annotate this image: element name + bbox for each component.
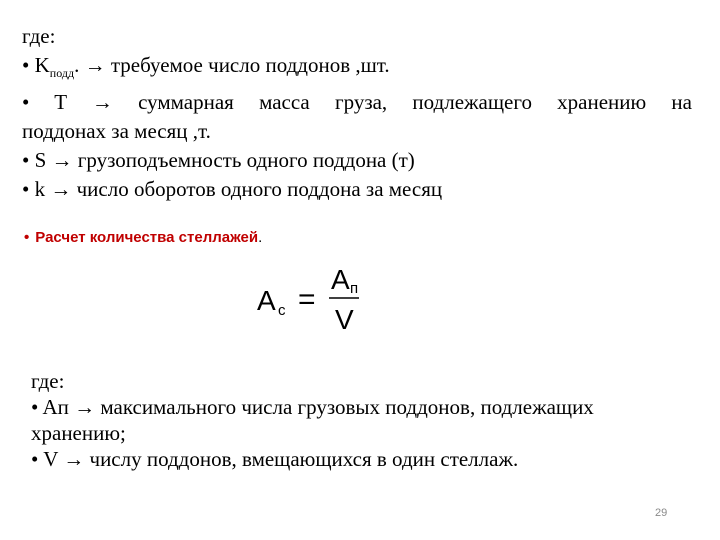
definition-ap-continued: хранению; [31, 421, 126, 445]
formula-svg [255, 262, 375, 337]
definition-ap: • Aп → максимального числа грузовых поддонов, подлежащих [31, 395, 594, 419]
formula [255, 262, 375, 337]
where-label-2: где: [31, 369, 65, 393]
heading-text: Расчет количества стеллажей [35, 229, 259, 246]
where-label-1: где: [22, 24, 56, 48]
bullet: • [22, 53, 30, 77]
symbol-k-subscript: подд [49, 66, 75, 80]
formula-denominator: V [335, 304, 354, 335]
definition-t: • T → суммарная масса груза, подлежащего хранению на [22, 90, 692, 114]
definition-v: • V → числу поддонов, вмещающихся в один стеллаж. [31, 447, 519, 471]
definition-t-continued: поддонах за месяц ,т. [22, 119, 211, 143]
formula-lhs: А [257, 285, 276, 316]
formula-lhs-subscript: с [278, 302, 286, 319]
heading-period: . [258, 229, 263, 246]
definitions-block-1 [22, 22, 692, 204]
symbol-k: K [34, 53, 50, 77]
formula-numerator-subscript: п [350, 280, 359, 297]
page-number: 29 [655, 507, 668, 519]
formula-equals: = [298, 283, 316, 316]
definition-k: • k → число оборотов одного поддона за месяц [22, 177, 443, 201]
heading-bullet: • [24, 229, 30, 246]
section-heading [24, 229, 262, 246]
definition-s: • S → грузоподъемность одного поддона (т) [22, 148, 415, 172]
definition-k-text: . → требуемое число поддонов ,шт. [74, 53, 390, 77]
formula-numerator: А [331, 264, 350, 295]
definitions-block-2 [31, 368, 691, 472]
definition-k-podd [22, 51, 692, 88]
